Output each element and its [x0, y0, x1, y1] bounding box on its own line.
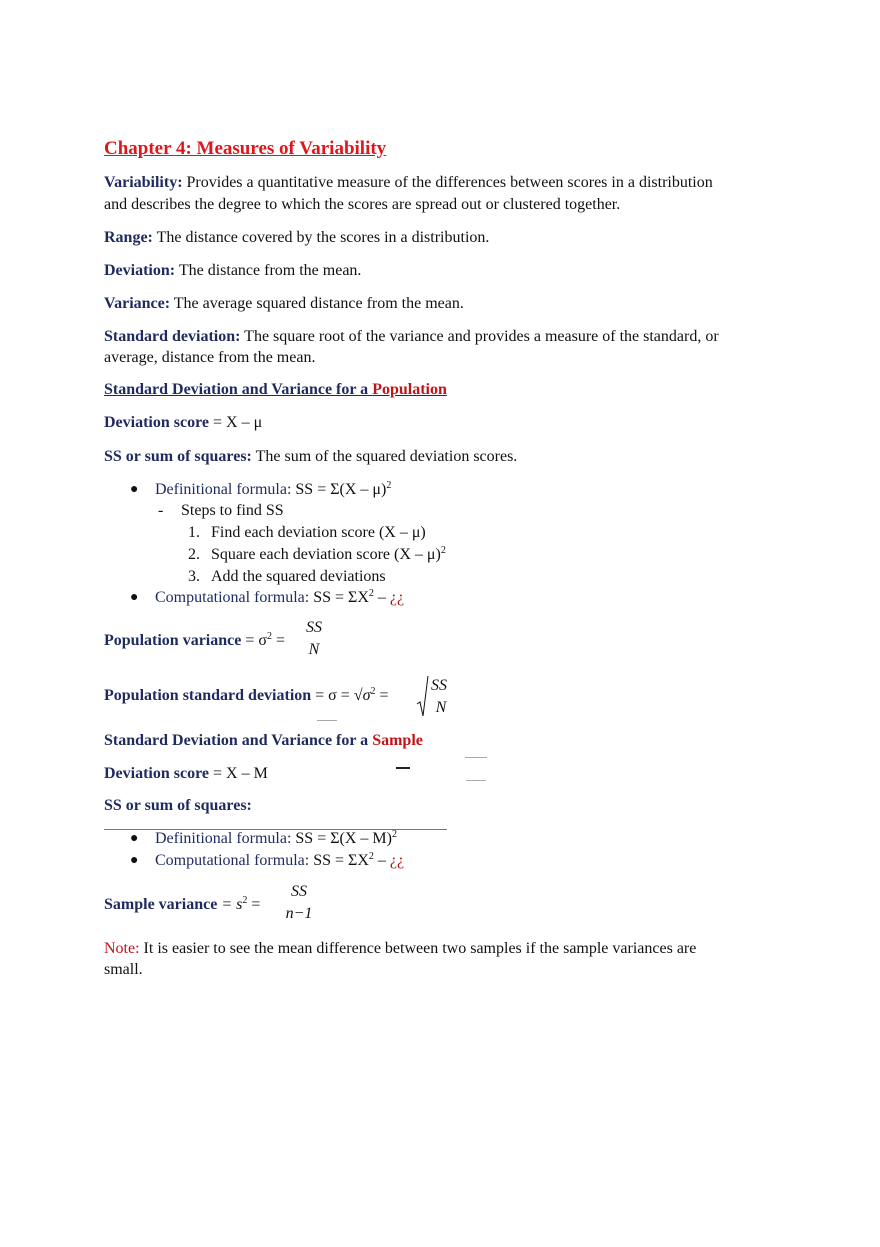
population-heading — [104, 380, 447, 400]
formula: SS = Σ(X – M) — [291, 830, 392, 847]
stray-line — [466, 780, 486, 781]
label: SS or sum of squares: — [104, 448, 252, 465]
equals: = — [375, 687, 389, 704]
note-text: It is easier to see the mean difference between two samples if the sample variances are — [139, 940, 697, 957]
term: Range: — [104, 229, 153, 246]
step-text: Find each deviation score (X – μ) — [211, 524, 426, 541]
term: Variability: — [104, 174, 183, 191]
def-variance — [104, 294, 464, 314]
pop-variance — [104, 631, 285, 651]
sample-def-formula — [155, 829, 397, 849]
chapter-title: Chapter 4: Measures of Variability — [104, 138, 387, 159]
pop-sd — [104, 686, 389, 706]
formula: = X – μ — [209, 414, 263, 431]
step-1: 1. Find each deviation score (X – μ) — [188, 524, 426, 541]
definition: The square root of the variance and provides a measure of the standard, or — [240, 328, 719, 345]
dash-marker: - — [158, 502, 164, 519]
formula: SS = ΣX — [309, 852, 369, 869]
sample-ss-label: SS or sum of squares: — [104, 797, 252, 814]
equals: = — [272, 632, 286, 649]
exponent: 2 — [440, 545, 446, 556]
bullet-icon: ● — [130, 831, 139, 846]
term: Standard deviation: — [104, 328, 241, 345]
stray-line — [396, 767, 410, 769]
numerator: SS — [306, 619, 322, 636]
def-variability — [104, 173, 713, 193]
note-label: Note: — [104, 940, 140, 957]
label: Deviation score — [104, 765, 210, 782]
pop-ss — [104, 447, 517, 467]
term: Variance: — [104, 295, 171, 312]
denominator: N — [308, 641, 320, 658]
numerator: SS — [431, 677, 447, 694]
def-sd-cont: average, distance from the mean. — [104, 349, 316, 366]
term: Deviation: — [104, 262, 176, 279]
label: Population variance — [104, 632, 242, 649]
formula-tail: – — [373, 852, 390, 869]
bullet-icon: ● — [130, 482, 139, 497]
stray-line — [465, 757, 487, 758]
exponent: 2 — [386, 480, 392, 491]
label: Computational formula: — [155, 852, 310, 869]
pop-deviation-score — [104, 413, 262, 433]
formula-tail: – — [373, 589, 390, 606]
formula: SS = Σ(X – μ) — [291, 481, 387, 498]
exponent: 2 — [368, 588, 374, 599]
step-text: Square each deviation score (X – μ) — [211, 546, 441, 563]
sample-deviation-score — [104, 764, 268, 784]
pop-def-formula — [155, 480, 391, 500]
text: The sum of the squared deviation scores. — [251, 448, 518, 465]
definition: The distance covered by the scores in a distribution. — [152, 229, 490, 246]
heading-text: Standard Deviation and Variance for a — [104, 381, 373, 398]
label: Definitional formula: — [155, 481, 292, 498]
def-range — [104, 228, 489, 248]
exponent: 2 — [391, 829, 397, 840]
definition: Provides a quantitative measure of the differences between scores in a distribution — [182, 174, 713, 191]
formula: = X – M — [209, 765, 268, 782]
broken-glyph: ¿¿ — [389, 589, 405, 606]
label: Sample variance — [104, 896, 218, 913]
exponent: 2 — [368, 851, 374, 862]
formula: = σ — [241, 632, 267, 649]
label: Definitional formula: — [155, 830, 292, 847]
note — [104, 939, 696, 959]
heading-highlight: Sample — [372, 732, 423, 749]
pop-comp-formula — [155, 588, 404, 608]
definition: The average squared distance from the mean. — [170, 295, 464, 312]
exponent: 2 — [370, 686, 376, 697]
step-3: 3. Add the squared deviations — [188, 568, 386, 585]
label: Computational formula: — [155, 589, 310, 606]
definition: The distance from the mean. — [175, 262, 362, 279]
steps-label: Steps to find SS — [181, 502, 284, 519]
step-text: Add the squared deviations — [211, 568, 386, 585]
sigma: σ — [362, 687, 371, 704]
def-deviation — [104, 261, 361, 281]
formula: = σ = √ — [311, 687, 363, 704]
equals: = — [247, 896, 261, 913]
heading-text: Standard Deviation and Variance for a — [104, 732, 373, 749]
heading-highlight: Population — [372, 381, 447, 398]
formula: SS = ΣX — [309, 589, 369, 606]
label: Population standard deviation — [104, 687, 312, 704]
step-2: 2. Square each deviation score (X – μ)$^2$ — [188, 545, 446, 563]
numerator: SS — [291, 883, 307, 900]
sample-variance — [104, 895, 260, 915]
stray-line — [317, 720, 337, 721]
note-cont: small. — [104, 961, 143, 978]
denominator: n−1 — [285, 905, 313, 922]
def-sd — [104, 327, 719, 347]
label: Deviation score — [104, 414, 210, 431]
denominator: N — [435, 699, 447, 716]
exponent: 2 — [267, 631, 272, 642]
sample-comp-formula — [155, 851, 404, 871]
def-variability-cont: and describes the degree to which the scores are spread out or clustered together. — [104, 196, 621, 213]
exponent: 2 — [242, 895, 248, 906]
bullet-icon: ● — [130, 853, 139, 868]
broken-glyph: ¿¿ — [389, 852, 405, 869]
formula: = s — [217, 896, 243, 913]
bullet-icon: ● — [130, 590, 139, 605]
sample-heading — [104, 731, 423, 751]
